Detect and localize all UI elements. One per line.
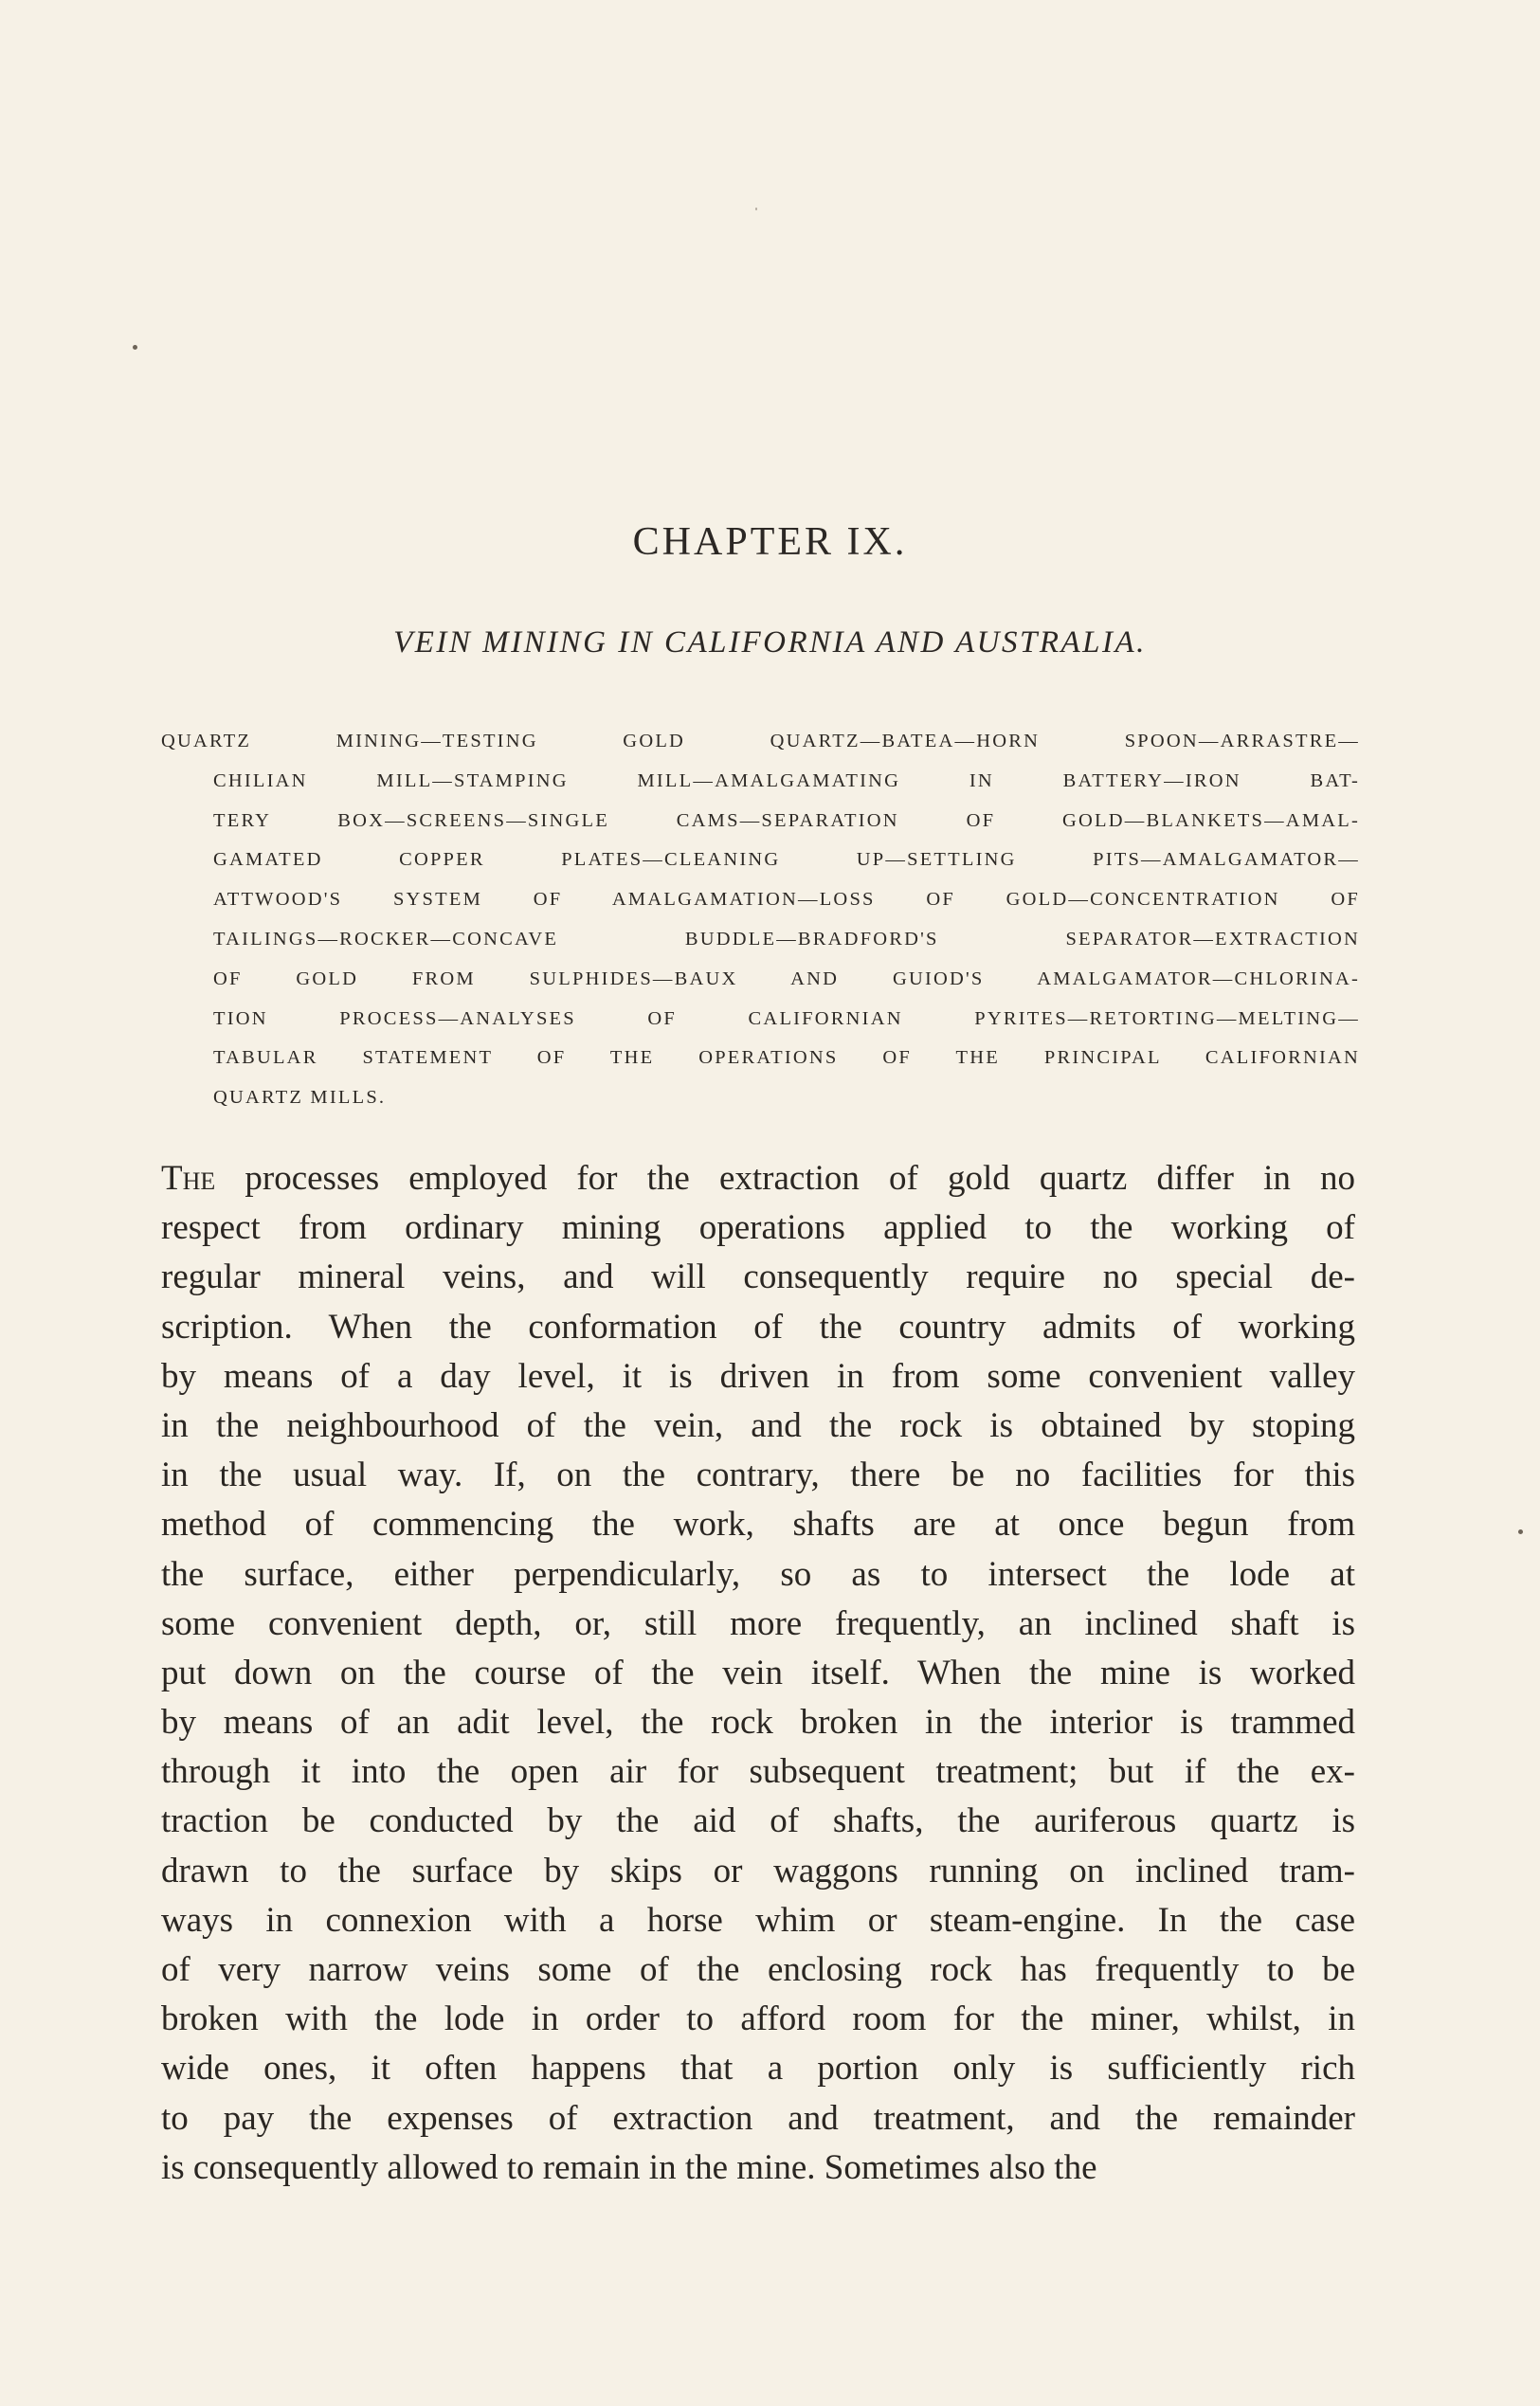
- synopsis-line: TION PROCESS—ANALYSES OF CALIFORNIAN PYRITES—RETORTING—MELTING—: [213, 1007, 1360, 1029]
- body-line: [161, 1154, 1355, 1203]
- chapter-heading: CHAPTER IX.: [632, 520, 908, 564]
- body-line: by means of a day level, it is driven in from some convenient valley: [161, 1356, 1355, 1396]
- body-line-text: processes employed for the extraction of gold quartz differ in no: [215, 1159, 1355, 1198]
- body-line: traction be conducted by the aid of shafts, the auriferous quartz is: [161, 1801, 1355, 1841]
- body-line: method of commencing the work, shafts are at once begun from: [161, 1505, 1355, 1545]
- opening-word: The: [161, 1159, 216, 1198]
- synopsis-line: GAMATED COPPER PLATES—CLEANING UP—SETTLING PITS—AMALGAMATOR—: [213, 849, 1360, 871]
- chapter-synopsis: [161, 722, 1360, 1118]
- body-line: of very narrow veins some of the enclosing rock has frequently to be: [161, 1950, 1355, 1989]
- body-line: the surface, either perpendicularly, so as to intersect the lode at: [161, 1554, 1355, 1594]
- body-line: in the usual way. If, on the contrary, there be no facilities for this: [161, 1456, 1355, 1495]
- body-line: through it into the open air for subsequent treatment; but if the ex-: [161, 1752, 1355, 1792]
- body-line: some convenient depth, or, still more frequently, an inclined shaft is: [161, 1603, 1355, 1643]
- body-line: by means of an adit level, the rock broken in the interior is trammed: [161, 1703, 1355, 1743]
- paper-speck: [1518, 1529, 1523, 1534]
- chapter-subtitle: VEIN MINING IN CALIFORNIA AND AUSTRALIA.: [393, 625, 1147, 660]
- synopsis-line: ATTWOOD'S SYSTEM OF AMALGAMATION—LOSS OF GOLD—CONCENTRATION OF: [213, 889, 1360, 911]
- synopsis-line: TAILINGS—ROCKER—CONCAVE BUDDLE—BRADFORD'S SEPARATOR—EXTRACTION: [213, 928, 1360, 950]
- paper-speck: [755, 208, 757, 210]
- body-line: respect from ordinary mining operations applied to the working of: [161, 1208, 1355, 1248]
- body-line: drawn to the surface by skips or waggons running on inclined tram-: [161, 1851, 1355, 1890]
- body-line: in the neighbourhood of the vein, and the rock is obtained by stoping: [161, 1405, 1355, 1445]
- body-line: regular mineral veins, and will consequently require no special de-: [161, 1257, 1355, 1297]
- body-line: to pay the expenses of extraction and treatment, and the remainder: [161, 2098, 1355, 2138]
- body-line: is consequently allowed to remain in the mine. Sometimes also the: [161, 2147, 1097, 2187]
- synopsis-line: OF GOLD FROM SULPHIDES—BAUX AND GUIOD'S AMALGAMATOR—CHLORINA-: [213, 968, 1360, 989]
- synopsis-line: QUARTZ MILLS.: [213, 1087, 387, 1109]
- body-paragraph: [161, 1154, 1355, 2193]
- synopsis-line: TABULAR STATEMENT OF THE OPERATIONS OF THE PRINCIPAL CALIFORNIAN: [213, 1047, 1360, 1069]
- synopsis-line: TERY BOX—SCREENS—SINGLE CAMS—SEPARATION OF GOLD—BLANKETS—AMAL-: [213, 809, 1360, 831]
- body-line: scription. When the conformation of the country admits of working: [161, 1307, 1355, 1347]
- synopsis-line: QUARTZ MINING—TESTING GOLD QUARTZ—BATEA—HORN SPOON—ARRASTRE—: [161, 731, 1360, 751]
- synopsis-line: CHILIAN MILL—STAMPING MILL—AMALGAMATING IN BATTERY—IRON BAT-: [213, 769, 1360, 791]
- body-line: wide ones, it often happens that a portion only is sufficiently rich: [161, 2049, 1355, 2089]
- body-line: broken with the lode in order to afford room for the miner, whilst, in: [161, 1999, 1355, 2039]
- paper-speck: [133, 345, 137, 350]
- body-line: ways in connexion with a horse whim or steam-engine. In the case: [161, 1900, 1355, 1940]
- body-line: put down on the course of the vein itself. When the mine is worked: [161, 1653, 1355, 1692]
